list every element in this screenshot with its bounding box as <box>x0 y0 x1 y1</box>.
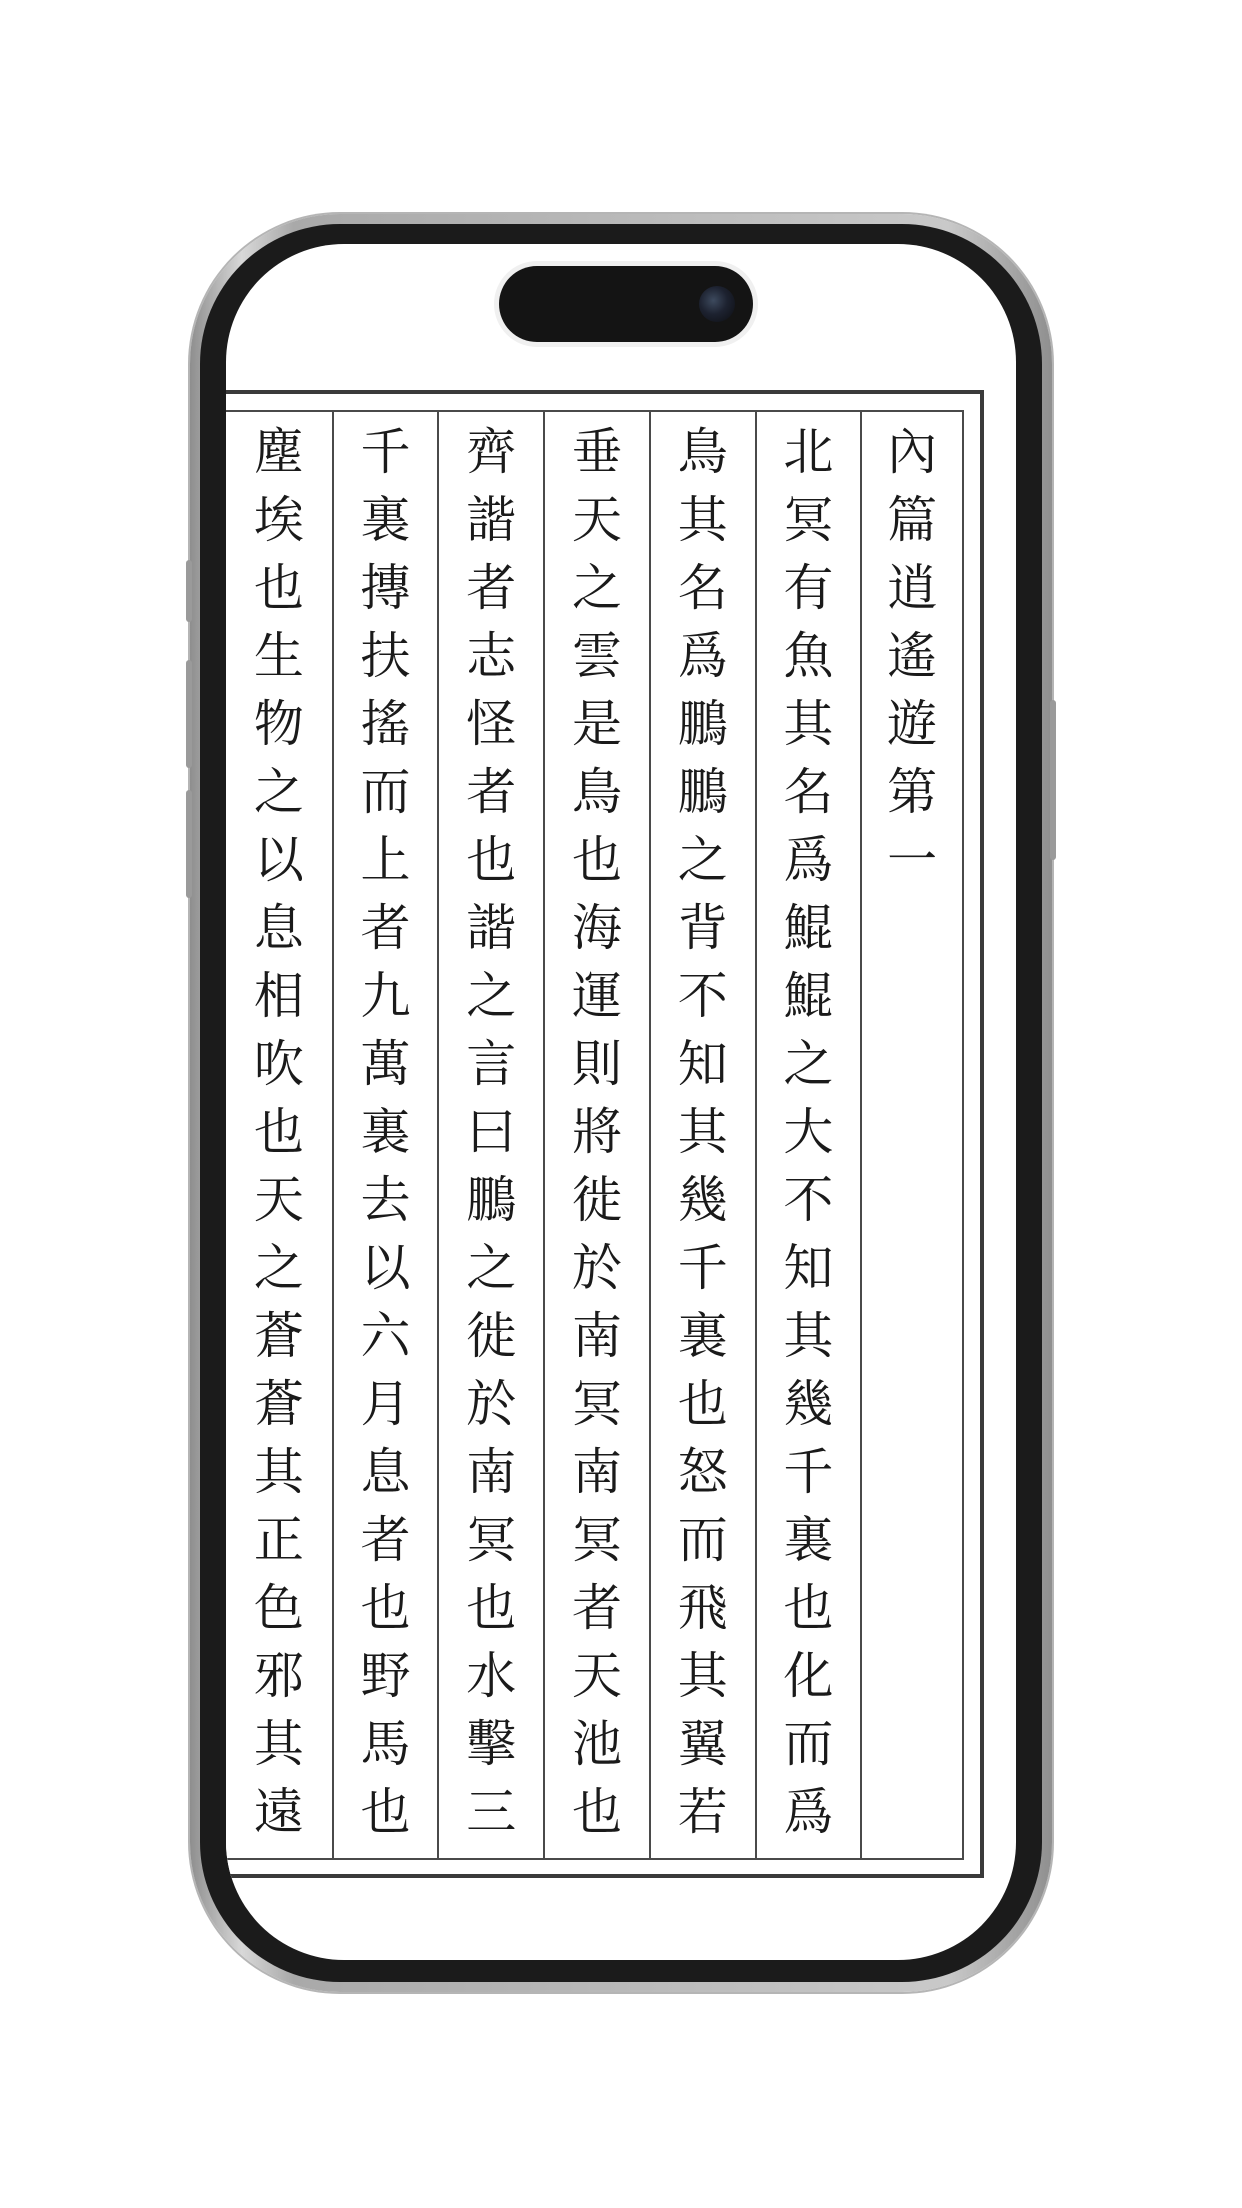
glyph: 裏 <box>677 1307 728 1365</box>
glyph: 鵬 <box>677 763 728 821</box>
glyph: 志 <box>466 627 517 685</box>
glyph: 遠 <box>253 1783 304 1841</box>
glyph: 擊 <box>466 1715 517 1773</box>
action-button[interactable] <box>186 560 192 622</box>
glyph: 鳥 <box>571 763 622 821</box>
glyph: 水 <box>466 1647 517 1705</box>
text-column <box>649 412 755 1858</box>
power-button[interactable] <box>1050 700 1056 860</box>
glyph: 南 <box>466 1443 517 1501</box>
glyph: 之 <box>253 763 304 821</box>
text-column <box>543 412 649 1858</box>
text-column <box>755 412 861 1858</box>
camera-icon <box>699 286 735 322</box>
glyph: 天 <box>253 1171 304 1229</box>
glyph: 怪 <box>466 695 517 753</box>
glyph: 以 <box>253 831 304 889</box>
glyph: 則 <box>571 1035 622 1093</box>
text-column <box>437 412 543 1858</box>
glyph: 者 <box>466 763 517 821</box>
glyph: 之 <box>677 831 728 889</box>
glyph: 幾 <box>783 1375 834 1433</box>
glyph: 名 <box>677 559 728 617</box>
glyph: 逍 <box>887 559 938 617</box>
glyph: 蒼 <box>253 1375 304 1433</box>
glyph: 而 <box>783 1715 834 1773</box>
glyph: 知 <box>783 1239 834 1297</box>
glyph: 裏 <box>360 491 411 549</box>
glyph: 魚 <box>783 627 834 685</box>
glyph: 天 <box>571 1647 622 1705</box>
glyph: 垂 <box>571 423 622 481</box>
glyph: 齊 <box>466 423 517 481</box>
glyph: 鵬 <box>677 695 728 753</box>
glyph: 天 <box>571 491 622 549</box>
glyph: 北 <box>783 423 834 481</box>
glyph: 篇 <box>887 491 938 549</box>
glyph: 千 <box>360 423 411 481</box>
glyph: 運 <box>571 967 622 1025</box>
glyph: 三 <box>466 1783 517 1841</box>
glyph: 知 <box>677 1035 728 1093</box>
glyph: 六 <box>360 1307 411 1365</box>
glyph: 名 <box>783 763 834 821</box>
glyph: 於 <box>571 1239 622 1297</box>
glyph: 南 <box>571 1443 622 1501</box>
glyph: 也 <box>253 559 304 617</box>
glyph: 者 <box>571 1579 622 1637</box>
glyph: 以 <box>360 1239 411 1297</box>
glyph: 徙 <box>571 1171 622 1229</box>
glyph: 將 <box>571 1103 622 1161</box>
glyph: 池 <box>571 1715 622 1773</box>
glyph: 塵 <box>253 423 304 481</box>
glyph: 也 <box>783 1579 834 1637</box>
text-column <box>226 412 332 1858</box>
glyph: 其 <box>677 491 728 549</box>
glyph: 也 <box>571 1783 622 1841</box>
glyph: 有 <box>783 559 834 617</box>
glyph: 若 <box>677 1783 728 1841</box>
glyph: 鵬 <box>466 1171 517 1229</box>
glyph: 埃 <box>253 491 304 549</box>
glyph: 爲 <box>677 627 728 685</box>
glyph: 幾 <box>677 1171 728 1229</box>
glyph: 九 <box>360 967 411 1025</box>
glyph: 諧 <box>466 899 517 957</box>
glyph: 裏 <box>360 1103 411 1161</box>
glyph: 大 <box>783 1103 834 1161</box>
text-column <box>332 412 438 1858</box>
glyph: 之 <box>466 1239 517 1297</box>
glyph: 冥 <box>571 1511 622 1569</box>
glyph: 者 <box>360 899 411 957</box>
glyph: 怒 <box>677 1443 728 1501</box>
glyph: 鯤 <box>783 967 834 1025</box>
glyph: 於 <box>466 1375 517 1433</box>
glyph: 邪 <box>253 1647 304 1705</box>
screen <box>226 244 1016 1960</box>
glyph: 化 <box>783 1647 834 1705</box>
text-columns[interactable] <box>226 410 964 1860</box>
glyph: 也 <box>466 1579 517 1637</box>
glyph: 言 <box>466 1035 517 1093</box>
glyph: 相 <box>253 967 304 1025</box>
glyph: 諧 <box>466 491 517 549</box>
glyph: 徙 <box>466 1307 517 1365</box>
glyph: 也 <box>466 831 517 889</box>
glyph: 冥 <box>466 1511 517 1569</box>
glyph: 也 <box>360 1783 411 1841</box>
glyph: 馬 <box>360 1715 411 1773</box>
glyph: 裏 <box>783 1511 834 1569</box>
volume-down-button[interactable] <box>186 790 192 898</box>
dynamic-island <box>499 266 753 342</box>
glyph: 其 <box>253 1443 304 1501</box>
glyph: 生 <box>253 627 304 685</box>
glyph: 不 <box>783 1171 834 1229</box>
glyph: 息 <box>253 899 304 957</box>
glyph: 蒼 <box>253 1307 304 1365</box>
glyph: 者 <box>360 1511 411 1569</box>
glyph: 色 <box>253 1579 304 1637</box>
glyph: 不 <box>677 967 728 1025</box>
glyph: 其 <box>253 1715 304 1773</box>
glyph: 去 <box>360 1171 411 1229</box>
glyph: 千 <box>677 1239 728 1297</box>
glyph: 之 <box>783 1035 834 1093</box>
glyph: 而 <box>360 763 411 821</box>
glyph: 也 <box>571 831 622 889</box>
glyph: 其 <box>677 1103 728 1161</box>
glyph: 南 <box>571 1307 622 1365</box>
glyph: 之 <box>253 1239 304 1297</box>
glyph: 野 <box>360 1647 411 1705</box>
glyph: 第 <box>887 763 938 821</box>
glyph: 千 <box>783 1443 834 1501</box>
glyph: 其 <box>677 1647 728 1705</box>
glyph: 一 <box>887 831 938 889</box>
glyph: 上 <box>360 831 411 889</box>
glyph: 其 <box>783 1307 834 1365</box>
glyph: 鯤 <box>783 899 834 957</box>
glyph: 搖 <box>360 695 411 753</box>
glyph: 飛 <box>677 1579 728 1637</box>
glyph: 之 <box>466 967 517 1025</box>
glyph: 其 <box>783 695 834 753</box>
glyph: 之 <box>571 559 622 617</box>
glyph: 也 <box>360 1579 411 1637</box>
glyph: 是 <box>571 695 622 753</box>
book-page <box>226 390 984 1878</box>
glyph: 息 <box>360 1443 411 1501</box>
glyph: 翼 <box>677 1715 728 1773</box>
glyph: 遙 <box>887 627 938 685</box>
glyph: 萬 <box>360 1035 411 1093</box>
glyph: 曰 <box>466 1103 517 1161</box>
glyph: 冥 <box>571 1375 622 1433</box>
glyph: 者 <box>466 559 517 617</box>
glyph: 扶 <box>360 627 411 685</box>
glyph: 吹 <box>253 1035 304 1093</box>
glyph: 也 <box>677 1375 728 1433</box>
volume-up-button[interactable] <box>186 660 192 768</box>
glyph: 雲 <box>571 627 622 685</box>
glyph: 也 <box>253 1103 304 1161</box>
glyph: 內 <box>887 423 938 481</box>
glyph: 背 <box>677 899 728 957</box>
glyph: 月 <box>360 1375 411 1433</box>
glyph: 摶 <box>360 559 411 617</box>
glyph: 而 <box>677 1511 728 1569</box>
glyph: 爲 <box>783 1783 834 1841</box>
glyph: 鳥 <box>677 423 728 481</box>
glyph: 爲 <box>783 831 834 889</box>
glyph: 海 <box>571 899 622 957</box>
glyph: 物 <box>253 695 304 753</box>
chapter-title-column <box>860 412 962 1858</box>
glyph: 冥 <box>783 491 834 549</box>
glyph: 遊 <box>887 695 938 753</box>
glyph: 正 <box>253 1511 304 1569</box>
